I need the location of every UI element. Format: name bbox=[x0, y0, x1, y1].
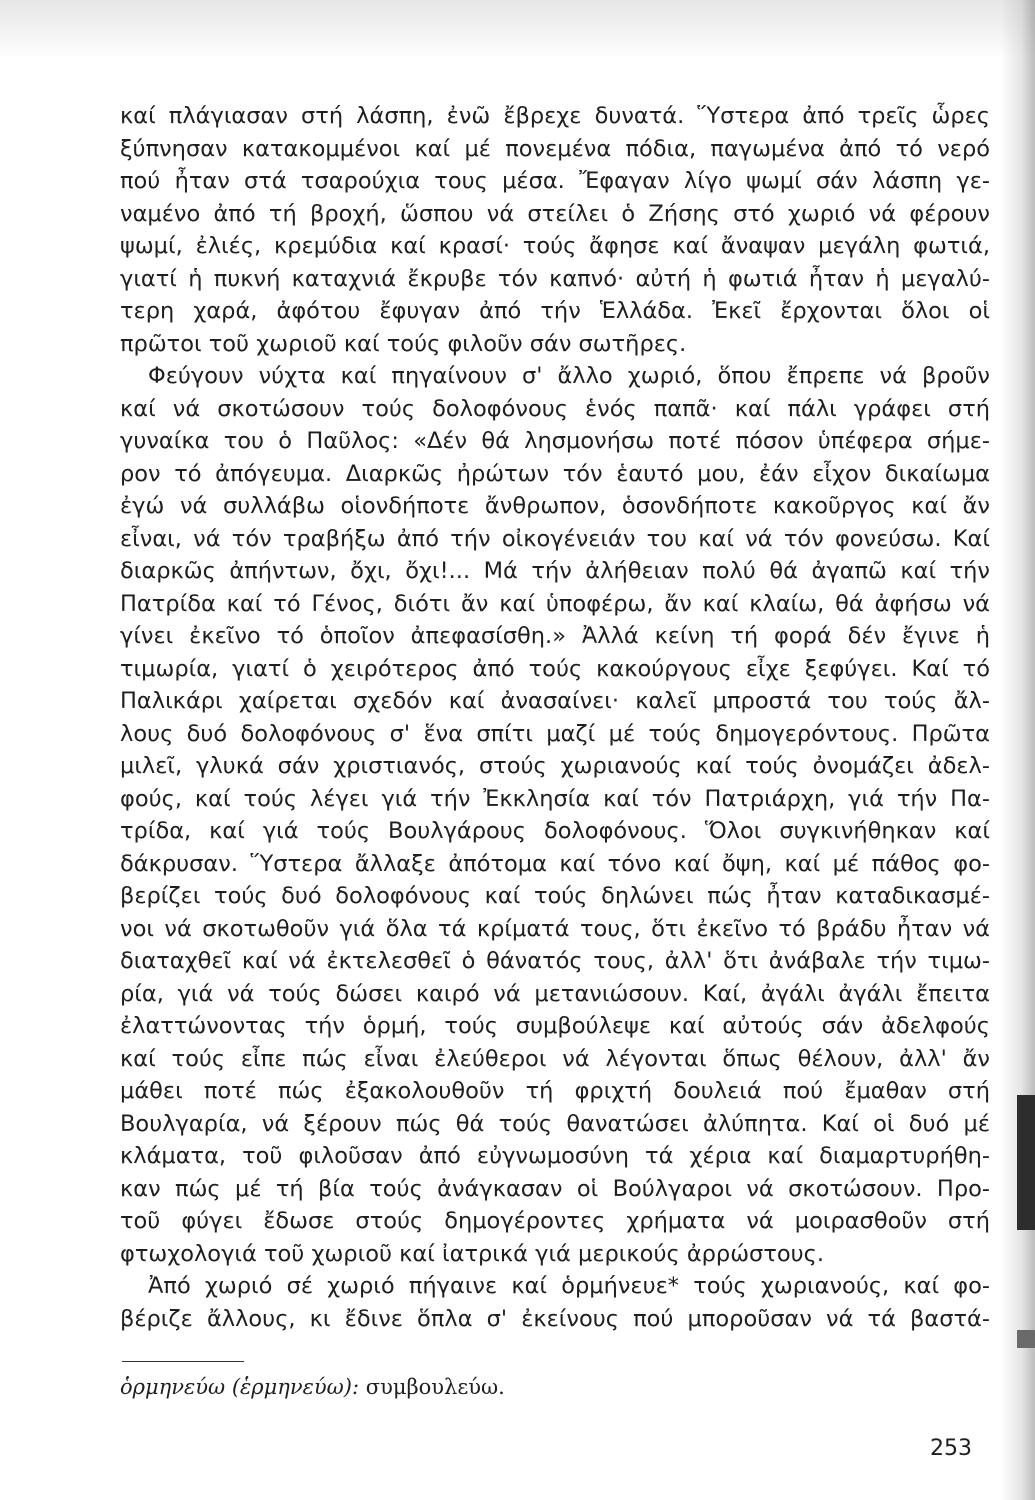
text-line: καί νά σκοτώσουν τούς δολοφόνους ἑνός παπᾶ· καί πάλι γράφει στή bbox=[120, 395, 990, 422]
text-line: ἐλαττώνοντας τήν ὁρμή, τούς συμβούλεψε καί αὐτούς σάν ἀδελφούς bbox=[120, 1013, 990, 1039]
text-line: λους δυό δολοφόνους σ' ἕνα σπίτι μαζί μέ τούς δημογερόντους. Πρῶτα bbox=[120, 720, 990, 747]
text-line: βερίζει τούς δυό δολοφόνους καί τούς δηλώνει πώς ἦταν καταδικασμέ- bbox=[120, 883, 990, 909]
text-line: πρῶτοι τοῦ χωριοῦ καί τούς φιλοῦν σάν σωτῆρες. bbox=[120, 330, 687, 357]
text-line: Βουλγαρία, νά ξέρουν πώς θά τούς θανατώσει ἀλύπητα. Καί οἱ δυό μέ bbox=[120, 1110, 990, 1137]
text-line: ψωμί, ἐλιές, κρεμύδια καί κρασί· τούς ἄφησε καί ἄναψαν μεγάλη φωτιά, bbox=[120, 233, 990, 259]
scan-right-edge-shading bbox=[1001, 0, 1035, 1500]
text-line: φτωχολογιά τοῦ χωριοῦ καί ἰατρικά γιά μερικούς ἀρρώστους. bbox=[120, 1240, 825, 1267]
text-line: γίνει ἐκεῖνο τό ὁποῖον ἀπεφασίσθη.» Ἀλλά κείνη τή φορά δέν ἔγινε ἡ bbox=[120, 623, 990, 649]
text-line: ρία, γιά νά τούς δώσει καιρό νά μετανιώσουν. Καί, ἀγάλι ἀγάλι ἔπειτα bbox=[120, 980, 990, 1007]
text-line: τρίδα, καί γιά τούς Βουλγάρους δολοφόνους. Ὅλοι συγκινήθηκαν καί bbox=[120, 818, 990, 844]
text-line: τερη χαρά, ἀφότου ἔφυγαν ἀπό τήν Ἑλλάδα. Ἐκεῖ ἔρχονται ὅλοι οἱ bbox=[120, 298, 990, 324]
text-line: καν πώς μέ τή βία τούς ἀνάγκασαν οἱ Βούλγαροι νά σκοτώσουν. Προ- bbox=[120, 1175, 990, 1202]
text-line: Πατρίδα καί τό Γένος, διότι ἄν καί ὑποφέρω, ἄν καί κλαίω, θά ἀφήσω νά bbox=[120, 590, 990, 617]
text-line: γυναίκα του ὁ Παῦλος: «Δέν θά λησμονήσω ποτέ πόσον ὑπέφερα σήμε- bbox=[120, 428, 990, 454]
text-line: μιλεῖ, γλυκά σάν χριστιανός, στούς χωριανούς καί τούς ὀνομάζει ἀδελ- bbox=[120, 753, 990, 779]
page-number: 253 bbox=[930, 1436, 972, 1461]
footnote-term: ὁρμηνεύω (ἑρμηνεύω): bbox=[120, 1375, 360, 1399]
text-line: Ἀπό χωριό σέ χωριό πήγαινε καί ὁρμήνευε* τούς χωριανούς, καί φο- bbox=[148, 1273, 990, 1299]
text-line: Φεύγουν νύχτα καί πηγαίνουν σ' ἄλλο χωριό, ὅπου ἔπρεπε νά βροῦν bbox=[148, 363, 990, 389]
text-line: δάκρυσαν. Ὕστερα ἄλλαξε ἀπότομα καί τόνο καί ὄψη, καί μέ πάθος φο- bbox=[120, 850, 990, 877]
body-text bbox=[120, 100, 990, 1335]
footnote-divider bbox=[122, 1361, 244, 1362]
text-line: νοι νά σκοτωθοῦν γιά ὅλα τά κρίματά τους, ὅτι ἐκεῖνο τό βράδυ ἦταν νά bbox=[120, 915, 990, 942]
footnote bbox=[120, 1375, 505, 1399]
text-line: Παλικάρι χαίρεται σχεδόν καί ἀνασαίνει· καλεῖ μπροστά του τούς ἄλ- bbox=[120, 688, 990, 714]
scan-edge-mark-small bbox=[1017, 1330, 1035, 1348]
text-line: ξύπνησαν κατακομμένοι καί μέ πονεμένα πόδια, παγωμένα ἀπό τό νερό bbox=[120, 135, 990, 162]
text-line: τιμωρία, γιατί ὁ χειρότερος ἀπό τούς κακούργους εἶχε ξεφύγει. Καί τό bbox=[120, 655, 990, 682]
text-line: ἐγώ νά συλλάβω οἱονδήποτε ἄνθρωπον, ὁσονδήποτε κακοῦργος καί ἄν bbox=[120, 493, 990, 519]
text-line: διαρκῶς ἀπήντων, ὄχι, ὄχι!... Μά τήν ἀλήθειαν πολύ θά ἀγαπῶ καί τήν bbox=[120, 558, 990, 584]
text-line: καί πλάγιασαν στή λάσπη, ἐνῶ ἔβρεχε δυνατά. Ὕστερα ἀπό τρεῖς ὧρες bbox=[120, 103, 990, 129]
scan-top-shading bbox=[0, 0, 1035, 60]
text-line: ναμένο ἀπό τή βροχή, ὥσπου νά στείλει ὁ Ζήσης στό χωριό νά φέρουν bbox=[120, 200, 990, 227]
text-line: τοῦ φύγει ἔδωσε στούς δημογέροντες χρήματα νά μοιρασθοῦν στή bbox=[120, 1208, 990, 1234]
text-line: εἶναι, νά τόν τραβήξω ἀπό τήν οἰκογένειάν του καί νά τόν φονεύσω. Καί bbox=[120, 525, 990, 552]
scan-edge-mark bbox=[1017, 1095, 1035, 1230]
text-line: διαταχθεῖ καί νά ἐκτελεσθεῖ ὁ θάνατός τους, ἀλλ' ὅτι ἀνάβαλε τήν τιμω- bbox=[120, 948, 990, 974]
text-line: μάθει ποτέ πώς ἐξακολουθοῦν τή φριχτή δουλειά πού ἔμαθαν στή bbox=[120, 1078, 990, 1104]
text-line: βέριζε ἄλλους, κι ἔδινε ὅπλα σ' ἐκείνους πού μποροῦσαν νά τά βαστά- bbox=[120, 1305, 990, 1332]
text-line: φούς, καί τούς λέγει γιά τήν Ἐκκλησία καί τόν Πατριάρχη, γιά τήν Πα- bbox=[120, 785, 990, 812]
text-line: πού ἦταν στά τσαρούχια τους μέσα. Ἔφαγαν λίγο ψωμί σάν λάσπη γε- bbox=[120, 168, 990, 194]
text-line: καί τούς εἶπε πώς εἶναι ἐλεύθεροι νά λέγονται ὅπως θέλουν, ἀλλ' ἄν bbox=[120, 1045, 990, 1072]
text-line: γιατί ἡ πυκνή καταχνιά ἔκρυβε τόν καπνό· αὐτή ἡ φωτιά ἦταν ἡ μεγαλύ- bbox=[120, 265, 990, 292]
footnote-definition: συμβουλεύω. bbox=[365, 1375, 505, 1399]
text-line: ρον τό ἀπόγευμα. Διαρκῶς ἠρώτων τόν ἑαυτό μου, ἐάν εἶχον δικαίωμα bbox=[120, 460, 990, 487]
text-line: κλάματα, τοῦ φιλοῦσαν ἀπό εὐγνωμοσύνη τά χέρια καί διαμαρτυρήθη- bbox=[120, 1143, 990, 1169]
